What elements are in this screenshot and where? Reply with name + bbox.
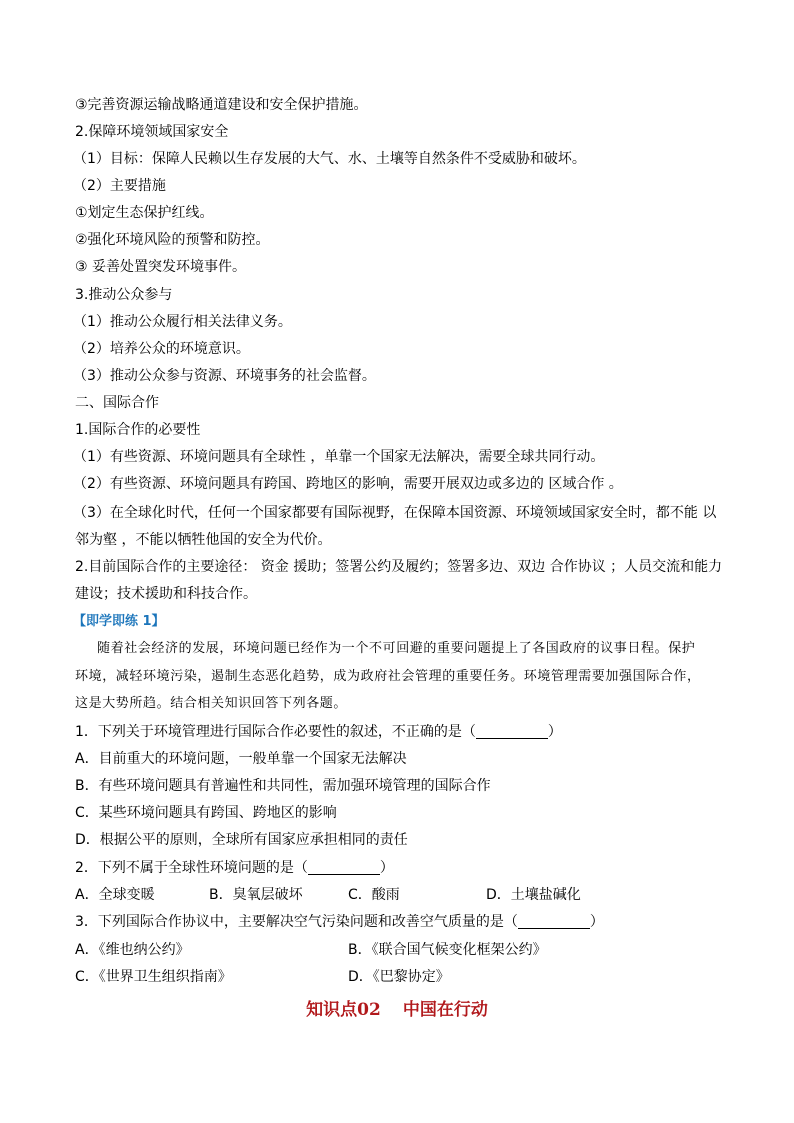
question-stem-text: 2．下列不属于全球性环境问题的是（ bbox=[75, 860, 308, 876]
answer-blank[interactable] bbox=[308, 858, 380, 875]
text-line: （2）培养公众的环境意识。 bbox=[73, 341, 250, 357]
question-stem-text: 1．下列关于环境管理进行国际合作必要性的叙述，不正确的是（ bbox=[75, 724, 476, 740]
passage-line: 随着社会经济的发展，环境问题已经作为一个不可回避的重要问题提上了各国政府的议事日程。保护 bbox=[97, 641, 696, 656]
question-1-option-a: A．目前重大的环境问题，一般单靠一个国家无法解决 bbox=[75, 751, 407, 767]
question-close: ） bbox=[547, 724, 562, 740]
text-line: （1）目标：保障人民赖以生存发展的大气、水、土壤等自然条件不受威胁和破坏。 bbox=[73, 151, 586, 167]
passage-line: 这是大势所趋。结合相关知识回答下列各题。 bbox=[75, 696, 348, 711]
answer-blank[interactable] bbox=[476, 722, 548, 739]
text-line: （2）有些资源、环境问题具有跨国、跨地区的影响，需要开展双边或多边的 区域合作 。 bbox=[73, 476, 623, 492]
question-3-option-c: C．《世界卫生组织指南》 bbox=[75, 969, 232, 985]
text-line: 建设；技术援助和科技合作。 bbox=[75, 586, 257, 602]
text-line: （1）推动公众履行相关法律义务。 bbox=[73, 314, 292, 330]
text-line: ①划定生态保护红线。 bbox=[75, 205, 214, 221]
passage-line: 环境，减轻环境污染，遏制生态恶化趋势，成为政府社会管理的重要任务。环境管理需要加强国际合作， bbox=[75, 669, 701, 684]
question-1-stem bbox=[75, 722, 562, 742]
heading-international-cooperation: 二、国际合作 bbox=[75, 395, 159, 411]
section-title-number: 知识点02 bbox=[306, 1000, 381, 1020]
heading-environment-security: 2.保障环境领域国家安全 bbox=[75, 124, 229, 140]
question-1-option-b: B．有些环境问题具有普遍性和共同性，需加强环境管理的国际合作 bbox=[75, 778, 491, 794]
practice-label: 【即学即练 1】 bbox=[73, 614, 165, 629]
question-3-option-b: B．《联合国气候变化框架公约》 bbox=[348, 942, 547, 958]
question-1-option-d: D．根据公平的原则，全球所有国家应承担相同的责任 bbox=[75, 832, 408, 848]
question-3-option-d: D．《巴黎协定》 bbox=[348, 969, 450, 985]
question-stem-text: 3．下列国际合作协议中，主要解决空气污染问题和改善空气质量的是（ bbox=[75, 914, 518, 930]
text-line: （1）有些资源、环境问题具有全球性 ，单靠一个国家无法解决，需要全球共同行动。 bbox=[73, 449, 605, 465]
text-line: （3）在全球化时代，任何一个国家都要有国际视野，在保障本国资源、环境领域国家安全时，都不能 以 bbox=[73, 505, 717, 521]
question-2-option-d: D．土壤盐碱化 bbox=[486, 887, 581, 903]
question-close: ） bbox=[589, 914, 604, 930]
section-title bbox=[0, 995, 794, 1020]
text-line: ③完善资源运输战略通道建设和安全保护措施。 bbox=[75, 97, 368, 113]
question-close: ） bbox=[379, 860, 394, 876]
text-line: ②强化环境风险的预警和防控。 bbox=[75, 232, 270, 248]
text-line: ③ 妥善处置突发环境事件。 bbox=[75, 259, 247, 275]
question-2-option-a: A．全球变暖 bbox=[75, 887, 155, 903]
question-2-stem bbox=[75, 858, 394, 878]
question-1-option-c: C．某些环境问题具有跨国、跨地区的影响 bbox=[75, 805, 337, 821]
text-line: 邻为壑 ，不能以牺牲他国的安全为代价。 bbox=[75, 532, 332, 548]
text-line: 2.目前国际合作的主要途径： 资金 援助；签署公约及履约；签署多边、双边 合作协议 ；人员交流和能力 bbox=[75, 559, 723, 575]
question-2-option-c: C．酸雨 bbox=[348, 887, 400, 903]
text-line: （3）推动公众参与资源、环境事务的社会监督。 bbox=[73, 368, 376, 384]
answer-blank[interactable] bbox=[518, 912, 590, 929]
text-line: （2）主要措施 bbox=[73, 178, 166, 194]
text-line: 1.国际合作的必要性 bbox=[75, 422, 201, 438]
question-3-option-a: A．《维也纳公约》 bbox=[75, 942, 190, 958]
heading-public-participation: 3.推动公众参与 bbox=[75, 287, 173, 303]
question-2-option-b: B．臭氧层破坏 bbox=[209, 887, 303, 903]
question-3-stem bbox=[75, 912, 604, 932]
section-title-text: 中国在行动 bbox=[402, 1000, 488, 1020]
